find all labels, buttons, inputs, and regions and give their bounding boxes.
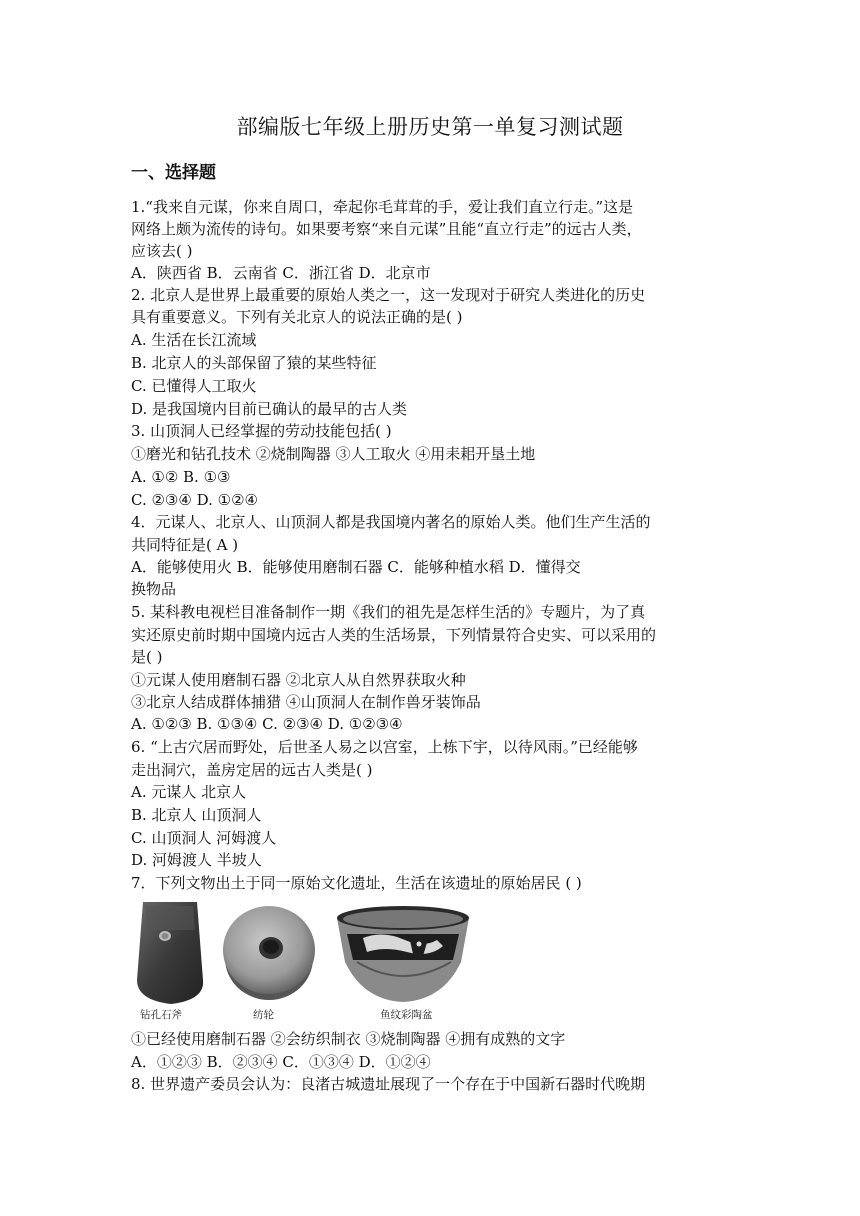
question-4-options-cont: 换物品 — [131, 580, 177, 598]
question-2-line-1: 2. 北京人是世界上最重要的原始人类之一，这一发现对于研究人类进化的历史 — [131, 286, 646, 304]
question-6-line-1: 6. “上古穴居而野处，后世圣人易之以宫室，上栋下宇，以待风雨。”已经能够 — [131, 738, 638, 756]
question-4-line-2: 共同特征是( A ) — [131, 536, 239, 554]
question-1-options: A．陕西省 B．云南省 C．浙江省 D．北京市 — [131, 264, 431, 282]
artifacts-figure — [131, 900, 473, 1020]
question-3-options-ab: A. ①② B. ①③ — [131, 468, 231, 486]
question-2-option-c: C. 已懂得人工取火 — [131, 377, 257, 395]
question-4-line-1: 4．元谋人、北京人、山顶洞人都是我国境内著名的原始人类。他们生产生活的 — [131, 513, 651, 531]
question-5-items-12: ①元谋人使用磨制石器 ②北京人从自然界获取火种 — [131, 671, 466, 689]
caption-drilled-stone-axe: 钻孔石斧 — [140, 1009, 182, 1021]
question-2-option-d: D. 是我国境内目前已确认的最早的古人类 — [131, 400, 408, 418]
question-1-line-3: 应该去( ) — [131, 242, 193, 260]
caption-pottery-basin: 鱼纹彩陶盆 — [380, 1009, 433, 1021]
question-3-line-1: 3. 山顶洞人已经掌握的劳动技能包括( ) — [131, 422, 392, 440]
question-6-option-a: A. 元谋人 北京人 — [131, 783, 247, 801]
question-2-option-b: B. 北京人的头部保留了猿的某些特征 — [131, 354, 377, 372]
question-5-options: A. ①②③ B. ①③④ C. ②③④ D. ①②③④ — [131, 715, 403, 733]
question-7-options: A．①②③ B．②③④ C．①③④ D．①②④ — [131, 1053, 431, 1071]
question-1-line-2: 网络上颇为流传的诗句。如果要考察“来自元谋”且能“直立行走”的远古人类， — [131, 220, 642, 238]
page-title: 部编版七年级上册历史第一单复习测试题 — [236, 115, 624, 139]
question-6-option-b: B. 北京人 山顶洞人 — [131, 806, 262, 824]
question-2-option-a: A. 生活在长江流域 — [131, 331, 257, 349]
question-6-line-2: 走出洞穴，盖房定居的远古人类是( ) — [131, 761, 373, 779]
question-5-items-34: ③北京人结成群体捕猎 ④山顶洞人在制作兽牙装饰品 — [131, 693, 481, 711]
question-6-option-d: D. 河姆渡人 半坡人 — [131, 851, 262, 869]
question-5-line-2: 实还原史前时期中国境内远古人类的生活场景，下列情景符合史实、可以采用的 — [131, 626, 657, 644]
caption-spindle-whorl: 纺轮 — [253, 1009, 274, 1021]
question-3-options-cd: C. ②③④ D. ①②④ — [131, 491, 258, 509]
question-7-line-1: 7．下列文物出土于同一原始文化遗址，生活在该遗址的原始居民 ( ) — [131, 874, 582, 892]
question-3-items: ①磨光和钻孔技术 ②烧制陶器 ③人工取火 ④用耒耜开垦土地 — [131, 445, 536, 463]
question-4-options: A．能够使用火 B．能够使用磨制石器 C．能够种植水稻 D．懂得交 — [131, 558, 581, 576]
question-6-option-c: C. 山顶洞人 河姆渡人 — [131, 829, 277, 847]
question-7-items: ①已经使用磨制石器 ②会纺织制衣 ③烧制陶器 ④拥有成熟的文字 — [131, 1030, 566, 1048]
fish-pattern-pottery-basin-image — [333, 900, 473, 1006]
spindle-whorl-image — [219, 900, 319, 1006]
question-1-line-1: 1.“我来自元谋，你来自周口，牵起你毛茸茸的手，爱让我们直立行走。”这是 — [131, 198, 634, 216]
question-5-line-1: 5. 某科教电视栏目准备制作一期《我们的祖先是怎样生活的》专题片，为了真 — [131, 603, 646, 621]
drilled-stone-axe-image — [131, 900, 211, 1006]
section-heading: 一、选择题 — [131, 163, 216, 183]
question-2-line-2: 具有重要意义。下列有关北京人的说法正确的是( ) — [131, 308, 463, 326]
question-8-line-1: 8. 世界遗产委员会认为：良渚古城遗址展现了一个存在于中国新石器时代晚期 — [131, 1075, 646, 1093]
question-5-line-3: 是( ) — [131, 648, 163, 666]
